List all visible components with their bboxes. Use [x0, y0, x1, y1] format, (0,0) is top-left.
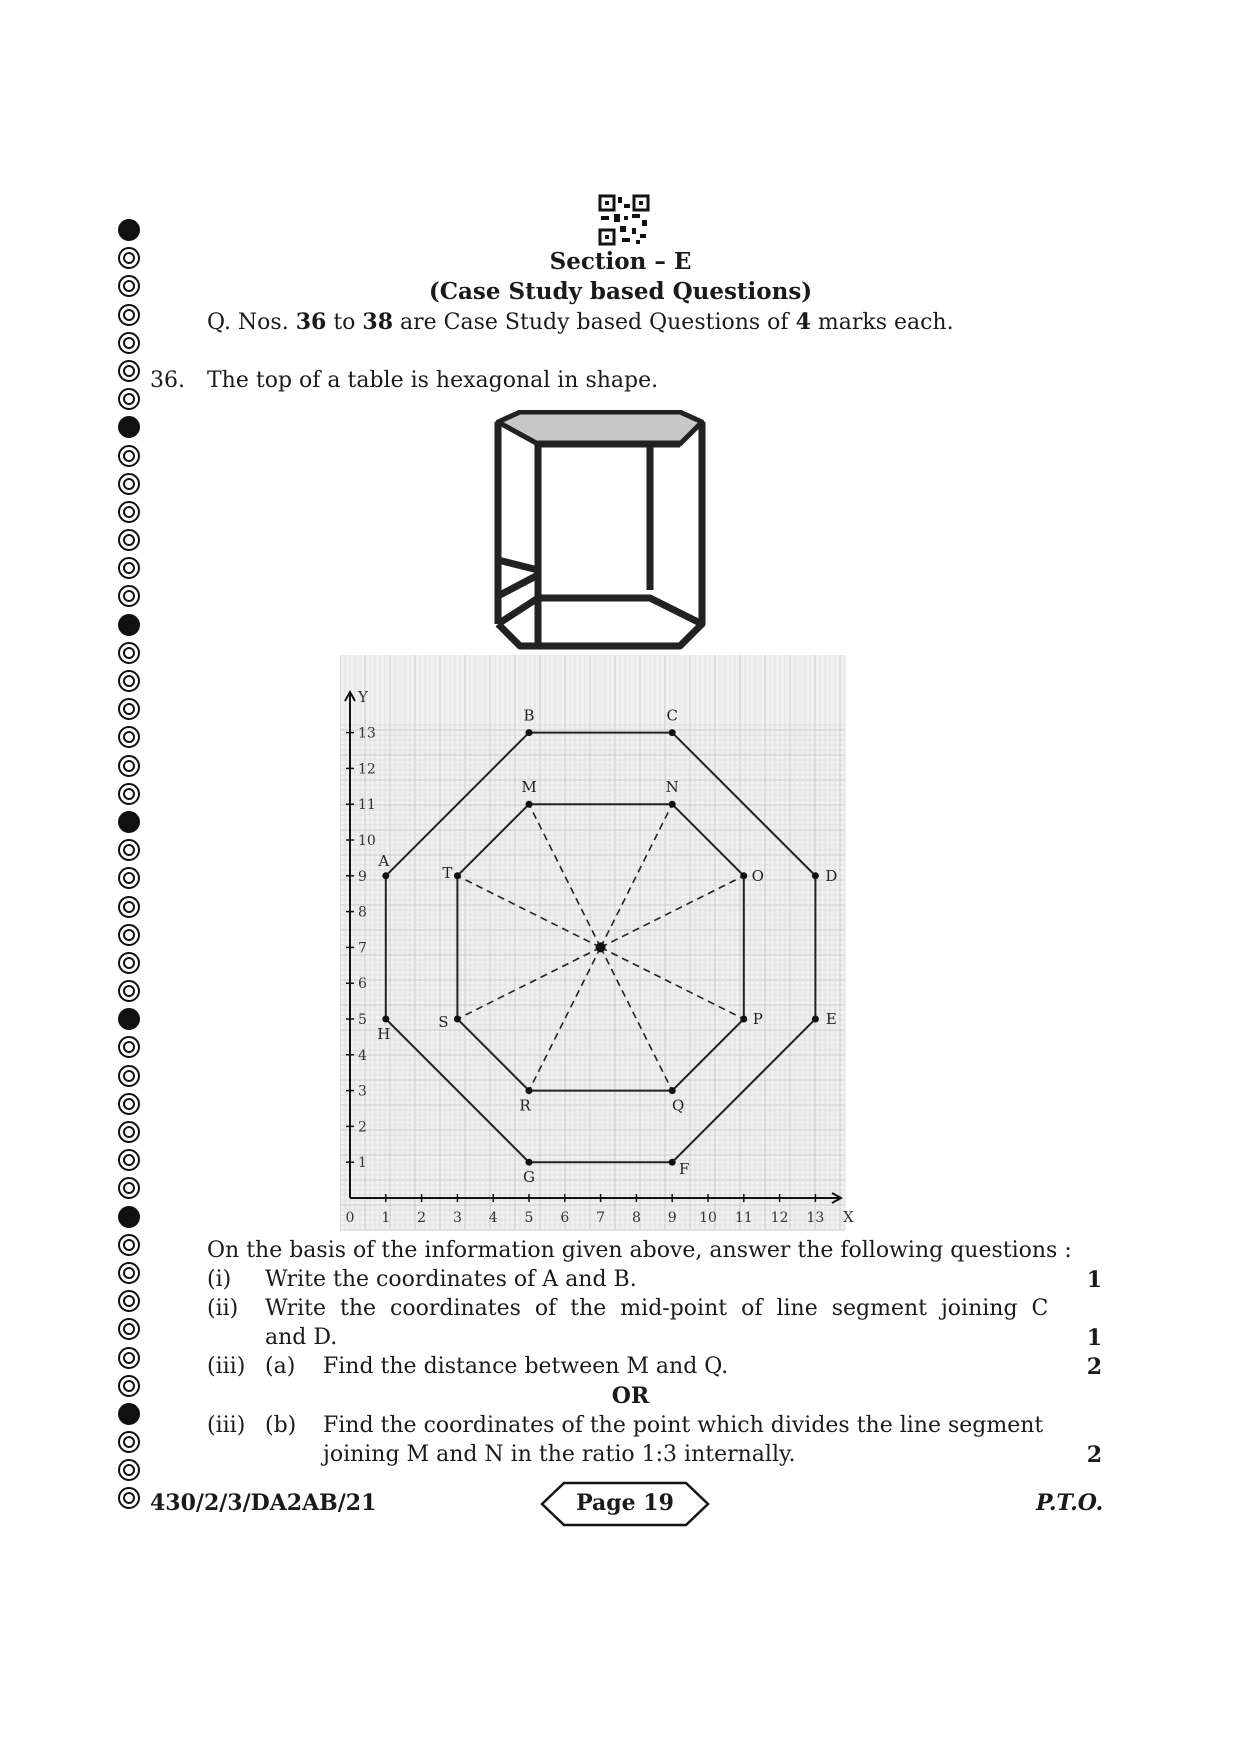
margin-circle	[118, 304, 140, 326]
margin-circle	[118, 980, 140, 1002]
instruction-text: are Case Study based Questions of	[393, 310, 796, 335]
margin-circle	[118, 867, 140, 889]
part-i-text: Write the coordinates of A and B.	[265, 1267, 637, 1292]
section-subtitle: (Case Study based Questions)	[428, 278, 813, 305]
x-axis-label: X	[843, 1208, 854, 1226]
instruction-text: Q. Nos.	[207, 310, 296, 335]
part-ii-text-line2: and D.	[265, 1325, 338, 1350]
vertex-point-h	[382, 1016, 389, 1023]
part-ii-marks: 1	[1086, 1325, 1102, 1351]
y-tick-label: 9	[358, 868, 367, 885]
margin-circle	[118, 839, 140, 861]
x-tick-label: 4	[488, 1210, 498, 1226]
part-iii-a-sub: (a)	[265, 1354, 296, 1379]
x-tick-label: 12	[770, 1210, 789, 1226]
margin-circle	[118, 924, 140, 946]
vertex-point-r	[526, 1087, 533, 1094]
vertex-label: O	[751, 866, 764, 885]
x-tick-label: 10	[699, 1210, 717, 1226]
margin-circle	[118, 952, 140, 974]
margin-circle	[118, 1234, 140, 1256]
x-tick-label: 9	[667, 1210, 677, 1226]
y-tick-label: 5	[358, 1012, 367, 1028]
vertex-label: S	[438, 1013, 449, 1031]
vertex-point-e	[812, 1016, 819, 1023]
y-tick-label: 7	[358, 940, 367, 957]
vertex-point-p	[740, 1016, 747, 1023]
center-point	[596, 942, 606, 952]
vertex-label: A	[378, 851, 390, 870]
margin-circle	[118, 1093, 140, 1115]
margin-circle	[118, 1065, 140, 1087]
instruction-number: 38	[362, 309, 394, 335]
section-title: Section – E	[549, 248, 692, 275]
vertex-label: M	[521, 778, 537, 797]
y-tick-label: 11	[358, 797, 376, 814]
pto-label: P.T.O.	[1036, 1490, 1104, 1516]
part-ii-text-line1: Write the coordinates of the mid-point of line segment joining C	[265, 1296, 1049, 1321]
vertex-point-n	[669, 801, 676, 808]
margin-circle	[118, 1121, 140, 1143]
margin-circle	[118, 445, 140, 467]
y-tick-label: 13	[358, 725, 376, 742]
y-tick-label: 6	[358, 976, 367, 993]
vertex-label: B	[523, 706, 535, 725]
margin-circle	[118, 360, 140, 382]
margin-circle	[118, 614, 140, 636]
margin-circle	[118, 388, 140, 410]
part-iii-b-text-line1: Find the coordinates of the point which divides the line segment	[323, 1413, 1044, 1438]
x-tick-label: 3	[452, 1210, 462, 1226]
qr-code-icon	[598, 194, 650, 246]
margin-circle	[118, 501, 140, 523]
margin-circle	[118, 1262, 140, 1284]
section-instruction	[207, 309, 954, 336]
x-tick-label: 13	[806, 1210, 825, 1226]
margin-circle	[118, 1290, 140, 1312]
margin-circle	[118, 755, 140, 777]
y-tick-label: 8	[358, 904, 367, 921]
margin-circle	[118, 1008, 140, 1030]
coordinate-graph	[340, 655, 860, 1235]
x-tick-label: 5	[524, 1210, 534, 1226]
margin-circle	[118, 1459, 140, 1481]
question-stem: The top of a table is hexagonal in shape.	[207, 368, 659, 393]
margin-circle	[118, 698, 140, 720]
vertex-label: E	[825, 1010, 837, 1028]
hexagonal-table-illustration	[490, 410, 710, 652]
page-number: Page 19	[576, 1490, 674, 1516]
x-tick-label: 1	[381, 1210, 391, 1226]
instruction-number: 36	[295, 309, 327, 335]
margin-circle	[118, 670, 140, 692]
vertex-point-g	[526, 1159, 533, 1166]
x-tick-label: 11	[734, 1210, 753, 1226]
vertex-label: C	[666, 706, 678, 725]
vertex-point-d	[812, 872, 819, 879]
part-iii-b-number: (iii)	[207, 1413, 246, 1438]
margin-circle	[118, 1177, 140, 1199]
vertex-label: R	[519, 1096, 531, 1115]
vertex-label: H	[377, 1025, 391, 1043]
margin-circle	[118, 585, 140, 607]
answer-lead: On the basis of the information given above, answer the following questions :	[207, 1238, 1072, 1263]
vertex-label: T	[442, 863, 453, 882]
x-tick-label: 6	[560, 1210, 570, 1226]
part-i-number: (i)	[207, 1267, 232, 1292]
vertex-point-a	[382, 872, 389, 879]
margin-circle	[118, 1149, 140, 1171]
part-i-marks: 1	[1086, 1267, 1102, 1293]
margin-circle	[118, 219, 140, 241]
vertex-label: G	[523, 1168, 535, 1187]
vertex-point-c	[669, 729, 676, 736]
margin-circle-column	[118, 219, 144, 1516]
vertex-point-q	[669, 1087, 676, 1094]
part-iii-a-marks: 2	[1086, 1354, 1102, 1380]
vertex-label: P	[752, 1010, 763, 1028]
y-tick-label: 10	[358, 833, 376, 849]
margin-circle	[118, 1206, 140, 1228]
vertex-point-o	[740, 872, 747, 879]
part-iii-b-text-line2: joining M and N in the ratio 1:3 internally.	[323, 1442, 796, 1467]
vertex-point-t	[454, 872, 461, 879]
part-iii-b-marks: 2	[1086, 1442, 1102, 1468]
margin-circle	[118, 529, 140, 551]
margin-circle	[118, 896, 140, 918]
part-iii-a-text: Find the distance between M and Q.	[323, 1354, 729, 1379]
y-tick-label: 4	[358, 1047, 367, 1064]
vertex-label: F	[678, 1160, 690, 1179]
x-tick-label: 0	[345, 1210, 355, 1226]
part-ii-number: (ii)	[207, 1296, 239, 1321]
margin-circle	[118, 726, 140, 748]
margin-circle	[118, 473, 140, 495]
margin-circle	[118, 332, 140, 354]
y-tick-label: 2	[358, 1119, 367, 1136]
x-tick-label: 8	[631, 1210, 641, 1226]
instruction-number: 4	[795, 309, 811, 335]
margin-circle	[118, 783, 140, 805]
vertex-label: N	[665, 778, 679, 797]
margin-circle	[118, 1431, 140, 1453]
margin-circle	[118, 416, 140, 438]
x-tick-label: 2	[417, 1210, 427, 1226]
instruction-text: marks each.	[810, 310, 954, 335]
margin-circle	[118, 1318, 140, 1340]
vertex-point-s	[454, 1016, 461, 1023]
margin-circle	[118, 1036, 140, 1058]
graph-paper-background	[340, 655, 845, 1230]
y-tick-label: 3	[358, 1083, 367, 1100]
y-tick-label: 12	[358, 761, 376, 778]
margin-circle	[118, 1487, 140, 1509]
vertex-label: D	[825, 866, 838, 885]
paper-code: 430/2/3/DA2AB/21	[150, 1490, 377, 1516]
margin-circle	[118, 811, 140, 833]
vertex-label: Q	[672, 1096, 685, 1115]
margin-circle	[118, 1347, 140, 1369]
instruction-text: to	[326, 310, 363, 335]
margin-circle	[118, 642, 140, 664]
y-tick-label: 1	[358, 1155, 367, 1172]
margin-circle	[118, 557, 140, 579]
y-axis-label: Y	[358, 688, 368, 706]
part-iii-b-sub: (b)	[265, 1413, 297, 1438]
x-tick-label: 7	[596, 1210, 606, 1226]
or-separator: OR	[611, 1383, 650, 1409]
vertex-point-f	[669, 1159, 676, 1166]
vertex-point-m	[526, 801, 533, 808]
question-number: 36.	[150, 368, 185, 393]
vertex-point-b	[526, 729, 533, 736]
part-iii-a-number: (iii)	[207, 1354, 246, 1379]
